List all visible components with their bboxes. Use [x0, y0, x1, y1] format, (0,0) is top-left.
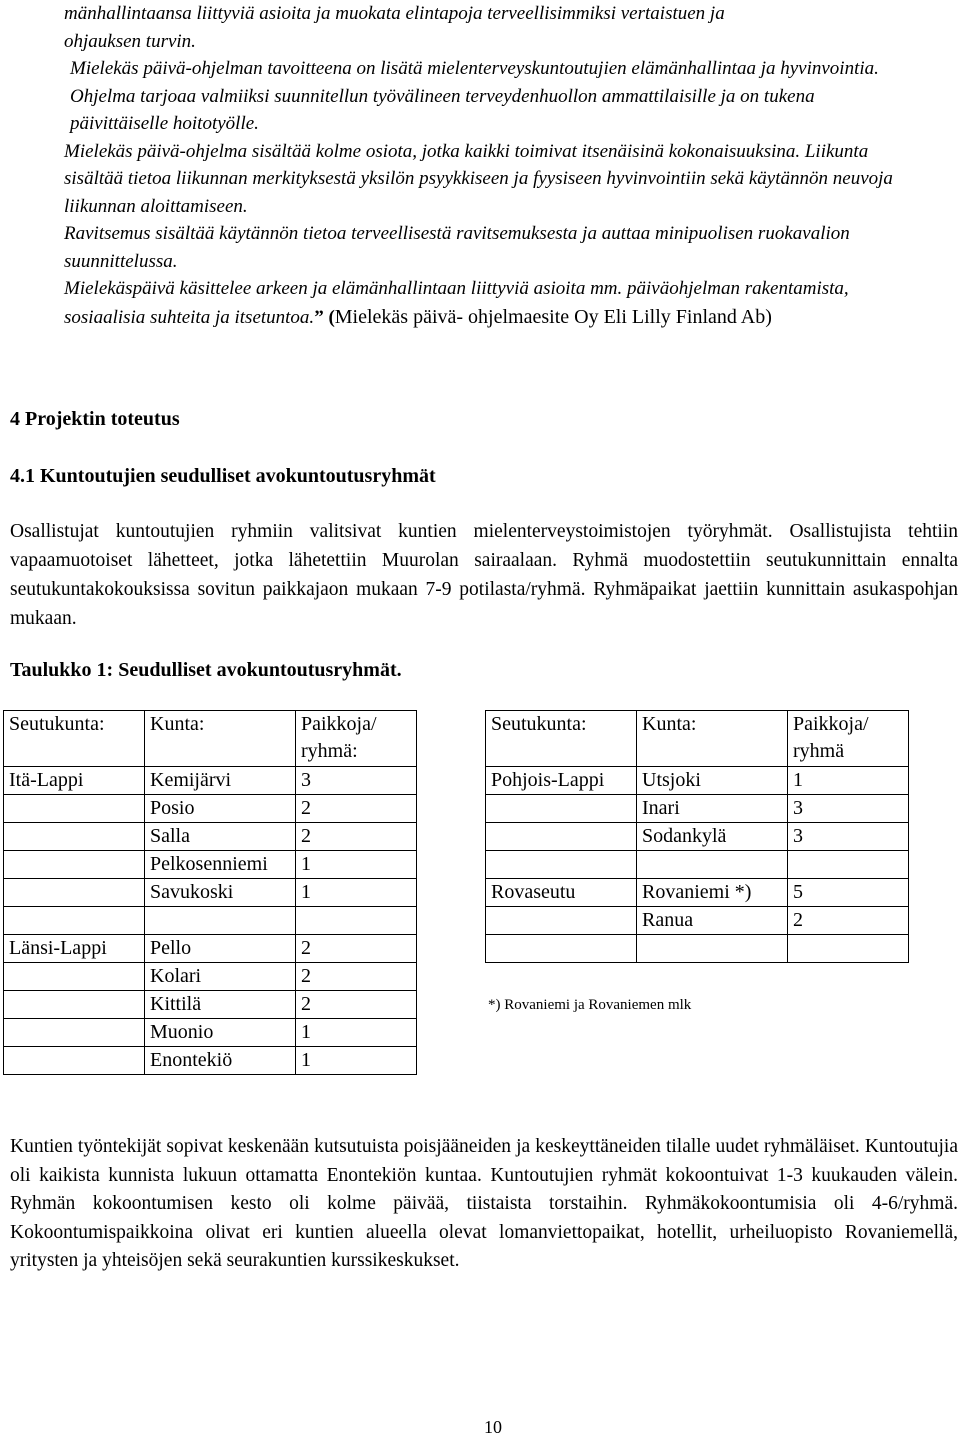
table-cell: 2 — [788, 907, 909, 935]
table-cell: 2 — [296, 991, 417, 1019]
table-cell: 5 — [788, 879, 909, 907]
table-cell: 2 — [296, 935, 417, 963]
table-cell: Pello — [145, 935, 296, 963]
table-cell: Posio — [145, 795, 296, 823]
table-cell: 3 — [788, 795, 909, 823]
table-cell: 3 — [296, 767, 417, 795]
intro-paragraph-c: Ravitsemus sisältää käytännön tietoa terveellisestä ravitsemuksesta ja auttaa minipuolisen ruokavalion suunnittelussa. — [64, 223, 850, 272]
table-row — [4, 963, 417, 991]
table-row — [4, 1047, 417, 1075]
intro-line-2: ohjauksen turvin. — [64, 30, 196, 52]
table-cell: 3 — [788, 823, 909, 851]
table-cell: Kolari — [145, 963, 296, 991]
table-cell: Itä-Lappi — [4, 767, 145, 795]
subsection-heading: 4.1 Kuntoutujien seudulliset avokuntoutusryhmät — [10, 465, 436, 487]
intro-paragraph-d — [64, 275, 914, 331]
table-header-cell: Seutukunta: — [4, 711, 145, 767]
table-cell: Kittilä — [145, 991, 296, 1019]
table-row — [486, 851, 909, 879]
table-row — [4, 991, 417, 1019]
table-cell: 2 — [296, 795, 417, 823]
table-row — [4, 851, 417, 879]
intro-paragraph-b: Mielekäs päivä-ohjelma sisältää kolme osiota, jotka kaikki toimivat itsenäisinä kokonaisuuksina. Liikunta sisältää tietoa liikunnan merkityksestä yksilön psyykkiseen ja fyysiseen hyvinvointiin sekä käytännön neuvoja liikunnan aloittamiseen. — [64, 140, 893, 217]
table-row — [486, 907, 909, 935]
table-row — [4, 795, 417, 823]
table-cell: Kemijärvi — [145, 767, 296, 795]
source-citation: Mielekäs päivä- ohjelmaesite Oy Eli Lilly Finland Ab) — [334, 305, 772, 328]
table-cell: 1 — [296, 1019, 417, 1047]
table-cell — [4, 851, 145, 879]
table-cell — [486, 851, 637, 879]
table-cell — [4, 795, 145, 823]
table-cell — [4, 963, 145, 991]
body-paragraph-1: Osallistujat kuntoutujien ryhmiin valitsivat kuntien mielenterveystoimistojen työryhmät. Osallistujista tehtiin vapaamuotoiset lähetteet, jotka lähetettiin Muurolan sairaalaan. Ryhmä muodostettiin seutukunnittain ennalta seutukuntakokouksissa sovitun paikkajaon mukaan 7-9 potilasta/ryhmä. Ryhmäpaikat jaettiin kunnittain asukaspohjan mukaan. — [10, 521, 958, 629]
table-cell — [788, 851, 909, 879]
table-cell: Sodankylä — [637, 823, 788, 851]
table-cell: Rovaseutu — [486, 879, 637, 907]
table-header-row — [4, 711, 417, 767]
table-row — [486, 795, 909, 823]
table-cell — [788, 935, 909, 963]
table-row — [486, 879, 909, 907]
intro-line-1: mänhallintaansa liittyviä asioita ja muokata elintapoja terveellisimmiksi vertaistuen ja — [64, 3, 725, 24]
table-cell — [4, 991, 145, 1019]
intro-quote — [64, 0, 914, 331]
table-cell — [145, 907, 296, 935]
table-cell: Rovaniemi *) — [637, 879, 788, 907]
table-cell: Pelkosenniemi — [145, 851, 296, 879]
table-header-cell: Kunta: — [637, 711, 788, 767]
table-cell: 2 — [296, 823, 417, 851]
table-cell: Savukoski — [145, 879, 296, 907]
table-cell — [4, 1019, 145, 1047]
table-cell: Inari — [637, 795, 788, 823]
table-cell — [4, 907, 145, 935]
table-cell: Enontekiö — [145, 1047, 296, 1075]
table-cell: Pohjois-Lappi — [486, 767, 637, 795]
table-cell: 1 — [296, 879, 417, 907]
table-row — [486, 823, 909, 851]
table-cell — [637, 851, 788, 879]
table-header-cell: Seutukunta: — [486, 711, 637, 767]
body-paragraph-2: Kuntien työntekijät sopivat keskenään kutsutuista poisjääneiden ja keskeyttäneiden tilalle uudet ryhmäläiset. Kuntoutujia oli kaikista kunnista lukuun ottamatta Enontekiön kuntaa. Kuntoutujien ryhmät kokoontuivat 1-3 kuukauden välein. Ryhmän kokoontumisen kesto oli kolme päivää, tiistaista torstaihin. Ryhmäkokoontumisia oli 4-6/ryhmä. Kokoontumispaikkoina olivat eri kuntien alueella olevat lomanviettopaikat, hotellit, urheiluopisto Rovaniemellä, yritysten ja yhteisöjen sekä seurakuntien kurssikeskukset. — [10, 1136, 958, 1271]
table-cell: Salla — [145, 823, 296, 851]
table-row — [4, 1019, 417, 1047]
table-row — [4, 879, 417, 907]
regional-groups-table-right — [485, 710, 909, 963]
table-cell — [637, 935, 788, 963]
table-cell: Länsi-Lappi — [4, 935, 145, 963]
intro-paragraph-d-text: Mielekäspäivä käsittelee arkeen ja elämänhallintaan liittyviä asioita mm. päiväohjelman rakentamista, sosiaalisia suhteita ja itsetuntoa. — [64, 278, 849, 328]
table-cell — [4, 1047, 145, 1075]
table-cell: 1 — [788, 767, 909, 795]
table-row — [4, 823, 417, 851]
table-header-cell: Kunta: — [145, 711, 296, 767]
table-cell — [486, 823, 637, 851]
section-heading: 4 Projektin toteutus — [10, 408, 180, 430]
table-cell — [486, 795, 637, 823]
table-cell — [296, 907, 417, 935]
table-row — [4, 767, 417, 795]
table-cell: Ranua — [637, 907, 788, 935]
table-header-cell: Paikkoja/ ryhmä: — [296, 711, 417, 767]
quote-close-mark: ” ( — [314, 306, 335, 328]
table-cell: Muonio — [145, 1019, 296, 1047]
table-header-row — [486, 711, 909, 767]
table-cell: 1 — [296, 1047, 417, 1075]
table-cell — [4, 879, 145, 907]
table-cell — [486, 907, 637, 935]
table-header-cell: Paikkoja/ ryhmä — [788, 711, 909, 767]
table-row — [4, 935, 417, 963]
table-row — [4, 907, 417, 935]
table-cell: Utsjoki — [637, 767, 788, 795]
table-cell: 2 — [296, 963, 417, 991]
table-footnote: *) Rovaniemi ja Rovaniemen mlk — [488, 997, 692, 1013]
table-row — [486, 767, 909, 795]
table-cell — [4, 823, 145, 851]
regional-groups-table-left — [3, 710, 417, 1075]
intro-paragraph-a: Mielekäs päivä-ohjelman tavoitteena on lisätä mielenterveyskuntoutujien elämänhallintaa ja hyvinvointia. Ohjelma tarjoaa valmiiksi suunnitellun työvälineen terveydenhuollon ammattilaisille ja on tukena päivittäiselle hoitotyölle. — [70, 58, 879, 134]
table-cell — [486, 935, 637, 963]
page-number: 10 — [484, 1417, 502, 1437]
table-caption: Taulukko 1: Seudulliset avokuntoutusryhmät. — [10, 659, 402, 681]
table-row — [486, 935, 909, 963]
table-cell: 1 — [296, 851, 417, 879]
